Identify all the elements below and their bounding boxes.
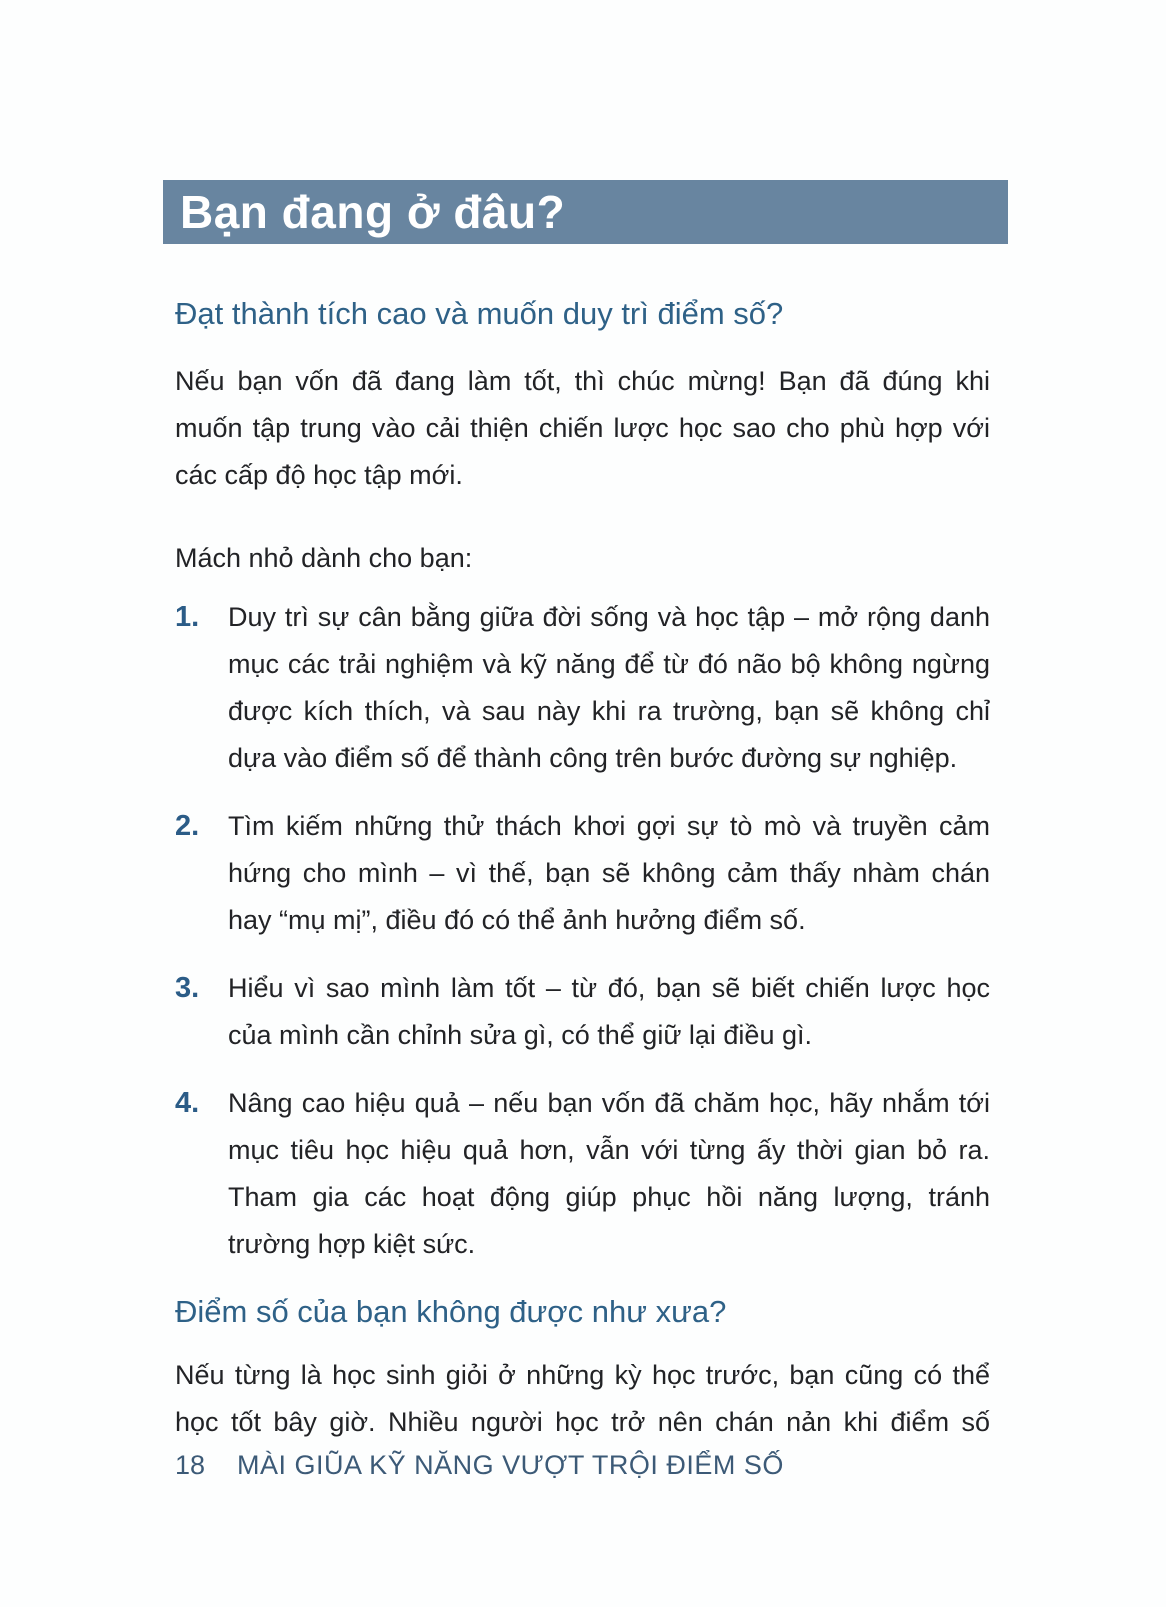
section-heading-high-achiever: Đạt thành tích cao và muốn duy trì điểm số?: [175, 296, 784, 331]
list-item: [175, 1080, 990, 1268]
page-footer: [175, 1450, 784, 1481]
tips-list: [175, 594, 990, 1268]
running-title: MÀI GIŨA KỸ NĂNG VƯỢT TRỘI ĐIỂM SỐ: [237, 1450, 784, 1480]
chapter-title-banner: [163, 180, 1008, 244]
list-number: 3.: [175, 972, 200, 1004]
page-number: 18: [175, 1450, 206, 1480]
list-number: 4.: [175, 1087, 200, 1119]
list-number: 1.: [175, 601, 200, 633]
section-heading-grades-dropped: Điểm số của bạn không được như xưa?: [175, 1294, 727, 1329]
list-item-text: Hiểu vì sao mình làm tốt – từ đó, bạn sẽ biết chiến lược học của mình cần chỉnh sửa gì, có thể giữ lại điều gì.: [228, 973, 990, 1050]
list-item: [175, 803, 990, 944]
tips-intro: Mách nhỏ dành cho bạn:: [175, 543, 473, 573]
list-item: [175, 965, 990, 1059]
section-paragraph: Nếu từng là học sinh giỏi ở những kỳ học trước, bạn cũng có thể học tốt bây giờ. Nhiều người học trở nên chán nản khi điểm số: [175, 1360, 990, 1437]
list-item-text: Tìm kiếm những thử thách khơi gợi sự tò mò và truyền cảm hứng cho mình – vì thế, bạn sẽ không cảm thấy nhàm chán hay “mụ mị”, điều đó có thể ảnh hưởng điểm số.: [228, 811, 990, 935]
list-item-text: Duy trì sự cân bằng giữa đời sống và học tập – mở rộng danh mục các trải nghiệm và kỹ năng để từ đó não bộ không ngừng được kích thích, và sau này khi ra trường, bạn sẽ không chỉ dựa vào điểm số để thành công trên bước đường sự nghiệp.: [228, 602, 990, 773]
chapter-title: Bạn đang ở đâu?: [180, 186, 566, 238]
section-paragraph: Nếu bạn vốn đã đang làm tốt, thì chúc mừng! Bạn đã đúng khi muốn tập trung vào cải thiện chiến lược học sao cho phù hợp với các cấp độ học tập mới.: [175, 366, 990, 490]
list-item: [175, 594, 990, 782]
list-number: 2.: [175, 810, 200, 842]
page-content: [0, 294, 1166, 1446]
list-item-text: Nâng cao hiệu quả – nếu bạn vốn đã chăm học, hãy nhắm tới mục tiêu học hiệu quả hơn, vẫn với từng ấy thời gian bỏ ra. Tham gia các hoạt động giúp phục hồi năng lượng, tránh trường hợp kiệt sức.: [228, 1088, 990, 1259]
